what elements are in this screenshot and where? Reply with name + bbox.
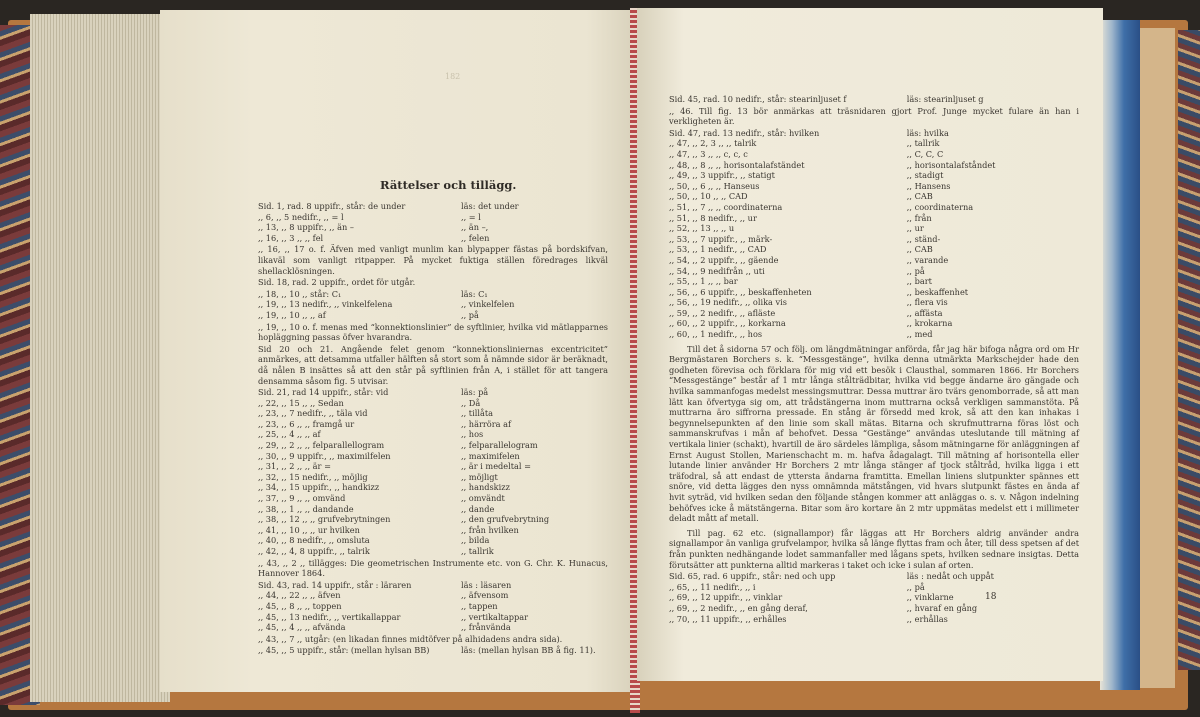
corrected-text: läs: hvilka — [906, 127, 949, 138]
errata-entry — [258, 482, 608, 493]
corrected-text: ,, än –, — [461, 222, 489, 233]
corrected-text: ,, felparallelogram — [461, 440, 538, 451]
corrected-text: ,, = l — [461, 211, 481, 222]
errata-entry — [258, 601, 608, 612]
corrected-text: ,, vinkelfelen — [461, 299, 515, 310]
errata-entry — [669, 571, 1079, 582]
marbled-edge-right — [1178, 30, 1200, 670]
errata-entry — [669, 234, 1079, 245]
erroneous-text: ,, 59, ,, 2 nedifr., ,, afläste — [669, 307, 776, 318]
errata-entry — [258, 622, 608, 633]
corrected-text: ,, Hansens — [906, 180, 951, 191]
errata-entry — [669, 149, 1079, 160]
errata-entry — [258, 429, 608, 440]
errata-entry — [258, 387, 608, 398]
erroneous-text: ,, 54, ,, 2 uppifr., ,, gäende — [669, 254, 779, 265]
errata-entry — [669, 582, 1079, 593]
erroneous-text: Sid. 43, rad. 14 uppifr., står : läraren — [258, 579, 412, 590]
errata-entry — [669, 213, 1079, 224]
errata-entry — [258, 451, 608, 462]
erroneous-text: ,, 47, ,, 3 ,, ,, c, c, c — [669, 148, 748, 159]
corrected-text: ,, ur — [906, 223, 924, 234]
page-title: Rättelser och tillägg. — [380, 178, 517, 192]
erroneous-text: ,, 56, ,, 6 uppifr., ,, beskaffenheten — [669, 286, 812, 297]
errata-entry — [258, 310, 608, 321]
erroneous-text: ,, 48, ,, 8 ,, ,, horisontalafständet — [669, 159, 805, 170]
errata-entry — [258, 514, 608, 525]
corrected-text: ,, omvändt — [461, 493, 505, 504]
erroneous-text: ,, 69, ,, 2 nedifr., ,, en gång deraf, — [669, 602, 808, 613]
errata-entry — [258, 419, 608, 430]
erroneous-text: ,, 45, ,, 8 ,, ,, toppen — [258, 600, 342, 611]
errata-entry — [258, 222, 608, 233]
corrected-text: ,, möjligt — [461, 471, 498, 482]
corrected-text: ,, coordinaterna — [906, 201, 974, 212]
errata-entry — [669, 329, 1079, 340]
errata-paragraph: Till pag. 62 etc. (signallampor) får läggas att Hr Borchers aldrig använder andra signallampor än vanliga grufvelampor, hvilka så länge flyttas fram och åter, till dess spetsen af det från punkten nedhängande lodet sammanfaller med lågans spets, hvilken sednare insigtas. Detta förutsätter att punkterna alltid markeras i taket och icke i sulan af orten. — [669, 527, 1079, 570]
errata-entry — [258, 472, 608, 483]
erroneous-text: ,, 40, ,, 8 nedifr., ,, omsluta — [258, 535, 370, 546]
erroneous-text: Sid. 47, rad. 13 nedifr., står: hvilken — [669, 127, 820, 138]
erroneous-text: ,, 19, ,, 10 ,, ,, af — [258, 309, 326, 320]
errata-entry — [258, 590, 608, 601]
erroneous-text: ,, 23, ,, 6 ,, ,, framgå ur — [258, 418, 355, 429]
errata-entry — [669, 160, 1079, 171]
erroneous-text: Sid. 45, rad. 10 nedifr., står: stearinljuset f — [669, 94, 847, 104]
corrected-text: ,, på — [461, 309, 479, 320]
erroneous-text: ,, 25, ,, 4 ,, ,, af — [258, 429, 321, 440]
corrected-text: ,, bart — [906, 276, 932, 287]
corrected-text: läs: (mellan hylsan BB å fig. 11). — [461, 645, 596, 656]
corrected-text: läs: stearinljuset g — [906, 94, 984, 104]
errata-entry — [669, 181, 1079, 192]
errata-entry — [669, 308, 1079, 319]
right-page — [637, 8, 1103, 681]
corrected-text: ,, tallrik — [906, 138, 940, 149]
errata-entry — [258, 201, 608, 212]
corrected-text: ,, från — [906, 212, 932, 223]
errata-entry — [258, 493, 608, 504]
erroneous-text: Sid. 21, rad 14 uppifr., står: vid — [258, 387, 389, 398]
corrected-text: läs: det under — [461, 201, 519, 211]
errata-entry — [258, 535, 608, 546]
erroneous-text: ,, 50, ,, 10 ,, ,, CAD — [669, 191, 748, 202]
erroneous-text: ,, 53, ,, 7 uppifr., ,, märk- — [669, 233, 773, 244]
errata-entry — [669, 128, 1079, 139]
erroneous-text: ,, 19, ,, 13 nedifr., ,, vinkelfelena — [258, 299, 393, 310]
corrected-text: ,, tillåta — [461, 408, 494, 419]
corrected-text: ,, C, C, C — [906, 148, 944, 159]
erroneous-text: ,, 45, ,, 13 nedifr., ,, vertikallappar — [258, 611, 401, 622]
errata-paragraph: Sid 20 och 21. Angående felet genom “konnektionsliniernas excentricitet” anmärkes, att detsamma utfaller hälften så stort som å nämnde sidor är beräknadt, då nålen B insättes så att den står på syftlinien från A, i stället för att tangera densamma såsom fig. 5 utvisar. — [258, 343, 608, 386]
corrected-text: läs : nedåt och uppåt — [906, 571, 994, 582]
corrected-text: ,, flera vis — [906, 297, 948, 308]
corrected-text: ,, affästa — [906, 307, 943, 318]
erroneous-text: ,, 51, ,, 7 ,, ,, coordinaterna — [669, 201, 783, 212]
corrected-text: ,, maximifelen — [461, 450, 520, 461]
erroneous-text: ,, 32, ,, 15 nedifr., ,, möjlig — [258, 471, 368, 482]
erroneous-text: ,, 49, ,, 3 uppifr., ,, statigt — [669, 170, 775, 181]
errata-entry — [258, 233, 608, 244]
corrected-text: ,, från hvilken — [461, 524, 519, 535]
errata-entry — [669, 170, 1079, 181]
errata-entry — [669, 138, 1079, 149]
blue-endpaper-right — [1100, 20, 1140, 690]
corrected-text: ,, Då — [461, 397, 481, 408]
corrected-text: ,, är i medeltal = — [461, 461, 531, 472]
corrected-text: ,, med — [906, 329, 933, 340]
erroneous-text: ,, 37, ,, 9 ,, ,, omvänd — [258, 493, 346, 504]
erroneous-text: ,, 69, ,, 12 uppifr., ,, vinklar — [669, 592, 783, 603]
erroneous-text: ,, 56, ,, 19 nedifr., ,, olika vis — [669, 297, 787, 308]
erroneous-text: ,, 31, ,, 2 ,, ,, är = — [258, 461, 331, 472]
errata-paragraph: Sid. 18, rad. 2 uppifr., ordet för utgår. — [258, 277, 416, 288]
errata-entry — [258, 645, 608, 656]
errata-entry — [258, 546, 608, 557]
corrected-text: ,, frånvända — [461, 622, 511, 633]
erroneous-text: ,, 52, ,, 13 ,, ,, u — [669, 223, 735, 234]
corrected-text: ,, vinklarne — [906, 592, 954, 603]
erroneous-text: ,, 45, ,, 4 ,, ,, afvända — [258, 622, 346, 633]
errata-entry — [258, 398, 608, 409]
erroneous-text: ,, 45, ,, 5 uppifr., står: (mellan hylsan BB) — [258, 645, 430, 656]
erroneous-text: ,, 54, ,, 9 nedifrån ,, uti — [669, 265, 765, 276]
erroneous-text: ,, 44, ,, 22 ,, ,, äfven — [258, 590, 341, 601]
corrected-text: ,, krokarna — [906, 318, 953, 329]
erroneous-text: Sid. 65, rad. 6 uppifr., står: ned och upp — [669, 571, 836, 582]
corrected-text: ,, beskaffenhet — [906, 286, 969, 297]
corrected-text: ,, CAB — [906, 191, 933, 202]
errata-entry — [258, 299, 608, 310]
errata-paragraph: ,, 46. Till fig. 13 bör anmärkas att träsnidaren gjort Prof. Junge mycket fulare än han i verkligheten är. — [669, 105, 1079, 127]
corrected-text: ,, den grufvebrytning — [461, 514, 550, 525]
running-head: 182 — [445, 72, 461, 81]
erroneous-text: ,, 23, ,, 7 nedifr., ,, täla vid — [258, 408, 368, 419]
errata-entry — [669, 223, 1079, 234]
errata-entry — [258, 525, 608, 536]
corrected-text: ,, ständ- — [906, 233, 941, 244]
corrected-text: ,, bilda — [461, 535, 490, 546]
erroneous-text: ,, 51, ,, 8 nedifr., ,, ur — [669, 212, 757, 223]
corrected-text: läs: på — [461, 387, 489, 398]
erroneous-text: Sid. 1, rad. 8 uppifr., står: de under — [258, 201, 406, 211]
corrected-text: ,, på — [906, 265, 925, 276]
errata-entry — [258, 408, 608, 419]
errata-entry — [258, 289, 608, 300]
erroneous-text: ,, 30, ,, 9 uppifr., ,, maximilfelen — [258, 450, 391, 461]
corrected-text: ,, horisontalafståndet — [906, 159, 996, 170]
corrected-text: ,, vertikaltappar — [461, 611, 529, 622]
erroneous-text: ,, 6, ,, 5 nedifr., ,, = l — [258, 211, 344, 222]
errata-paragraph: ,, 43, ,, 7 ,, utgår: (en likadan finnes midtöfver på alhidadens andra sida). — [258, 633, 563, 644]
corrected-text: ,, felen — [461, 232, 490, 243]
errata-entry — [258, 612, 608, 623]
erroneous-text: ,, 47, ,, 2, 3 ,, ,, talrik — [669, 138, 757, 149]
errata-entry — [669, 287, 1079, 298]
errata-entry — [258, 461, 608, 472]
erroneous-text: ,, 29, ,, 2 ,, ,, felparallellogram — [258, 440, 385, 451]
errata-entry — [669, 297, 1079, 308]
errata-entry — [669, 614, 1079, 625]
erroneous-text: ,, 60, ,, 1 nedifr., ,, hos — [669, 329, 763, 340]
errata-entry — [669, 276, 1079, 287]
erroneous-text: ,, 55, ,, 1 ,, ,, bar — [669, 276, 738, 287]
errata-entry — [258, 212, 608, 223]
erroneous-text: ,, 38, ,, 1 ,, ,, dandande — [258, 503, 354, 514]
page-stack-left — [30, 14, 170, 702]
erroneous-text: ,, 42, ,, 4, 8 uppifr., ,, talrik — [258, 546, 370, 556]
corrected-text: ,, äfvensom — [461, 590, 509, 601]
left-page — [160, 10, 634, 692]
corrected-text: ,, hos — [461, 429, 484, 440]
corrected-text: ,, tappen — [461, 600, 498, 611]
erroneous-text: ,, 53, ,, 1 nedifr., ,, CAD — [669, 244, 767, 255]
corrected-text: ,, erhållas — [906, 613, 948, 624]
corrected-text: ,, tallrik — [461, 546, 494, 556]
corrected-text: ,, CAB — [906, 244, 933, 255]
errata-entry — [669, 318, 1079, 329]
errata-list-right — [669, 94, 1079, 624]
corrected-text: ,, hvaraf en gång — [906, 602, 978, 613]
errata-entry — [669, 191, 1079, 202]
erroneous-text: ,, 65, ,, 11 nedifr., ,, i — [669, 581, 756, 592]
corrected-text: läs : läsaren — [461, 579, 512, 590]
corrected-text: ,, på — [906, 581, 925, 592]
erroneous-text: ,, 70, ,, 11 uppifr., ,, erhålles — [669, 613, 787, 624]
errata-entry — [258, 504, 608, 515]
errata-entry — [669, 603, 1079, 614]
errata-entry — [669, 592, 1079, 603]
errata-entry — [669, 94, 1079, 105]
erroneous-text: ,, 16, ,, 3 ,, ,, fel — [258, 232, 324, 243]
corrected-text: ,, varande — [906, 254, 949, 265]
erroneous-text: ,, 13, ,, 8 uppifr., ,, än – — [258, 222, 354, 233]
errata-paragraph: ,, 43, ,, 2 ,, tillägges: Die geometrischen Instrumente etc. von G. Chr. K. Hunacus, Hannover 1864. — [258, 557, 608, 579]
corrected-text: läs: C₁ — [461, 288, 488, 299]
errata-paragraph: ,, 19, ,, 10 o. f. menas med “konnektionslinier” de syftlinier, hvilka vid mätlapparnes hopläggning passas öfver hvarandra. — [258, 321, 608, 343]
errata-entry — [258, 580, 608, 591]
errata-entry — [669, 266, 1079, 277]
erroneous-text: ,, 18, ,, 10 ,, står: C₁ — [258, 288, 342, 299]
erroneous-text: ,, 38, ,, 12 ,, ,, grufvebrytningen — [258, 514, 391, 525]
errata-list-left — [258, 201, 608, 656]
erroneous-text: ,, 41, ,, 10 ,, ,, ur hvilken — [258, 524, 360, 535]
erroneous-text: ,, 22, ,, 15 ,, ,, Sedan — [258, 397, 344, 408]
errata-entry — [669, 244, 1079, 255]
corrected-text: ,, dande — [461, 503, 495, 514]
errata-entry — [669, 255, 1079, 266]
errata-paragraph: ,, 16, ,, 17 o. f. Äfven med vanligt munlim kan blypapper fästas på bordskifvan, likaväl som vanligt ritpapper. På mycket fuktiga ställen föredrages likväl shellacklösningen. — [258, 244, 608, 276]
corrected-text: ,, härröra af — [461, 418, 512, 429]
corrected-text: ,, stadigt — [906, 170, 944, 181]
erroneous-text: ,, 34, ,, 15 uppifr., ,, handkizz — [258, 482, 380, 493]
erroneous-text: ,, 50, ,, 6 ,, ,, Hanseus — [669, 180, 760, 191]
errata-paragraph: Till det å sidorna 57 och följ. om längdmätningar anförda, får jag här bifoga några ord om Hr Bergmästaren Borchers s. k. “Messgestänge”, hvilka denna utmärkta Markschejder hade den godheten förevisa och förklara för mig vid ett besök i Clausthal, sommaren 1866. Hr Borchers “Messgestänge” består af 1 mtr långa stålträdbitar, hvilka vid begge ändarne äro gängade och hvilka sammanfogas medelst messingsmuttrar. Dessa muttrar äro tvärs genomborrade, så att man lätt kan öfvertyga sig om, att trådstängerna inom muttrarna också verkligen sammanstöta. På muttrarna äro siffrorna pressade. En stång är försedd med krok, så att den kan inhakas i begynnelsepunkten af den linie som skall mätas. Bitarna och skrufmuttrarna föras löst och sammanskrufvas i mån af behofvet. Dessa “Gestänge” användas uteslutande till mätning af vertikala linier (schakt), hvartill de äro särdeles lämpliga, såsom mätningarne för anläggningen af Ernst August Stollen, Marienschacht m. m. hafva ådagalagt. Till mätning af horisontella eller lutande linier använder Hr Borchers 2 mtr långa stänger af tjock ståltråd, hvilka ligga i ett träfodral, så att endast de yttersta ändarna framtitta. Emellan liniens slutpunkter spännes ett snöre, vid detta lägges den nyss omnämnda mätstången, vid hvars slutpunkt fästes en ända af hvit syträd, vid hvilken sedan den följande stången kommer att anläggas o. s. v. Någon indelning behöfves icke å mätstängerna. Bitar som äro kortare än 2 mtr uppmätas medelst ett i millimeter deladt mått af metall. — [669, 343, 1079, 524]
errata-entry — [258, 440, 608, 451]
corrected-text: ,, handskizz — [461, 482, 510, 493]
page-number: 18 — [985, 592, 997, 602]
errata-entry — [669, 202, 1079, 213]
erroneous-text: ,, 60, ,, 2 uppifr., ,, korkarna — [669, 318, 786, 329]
